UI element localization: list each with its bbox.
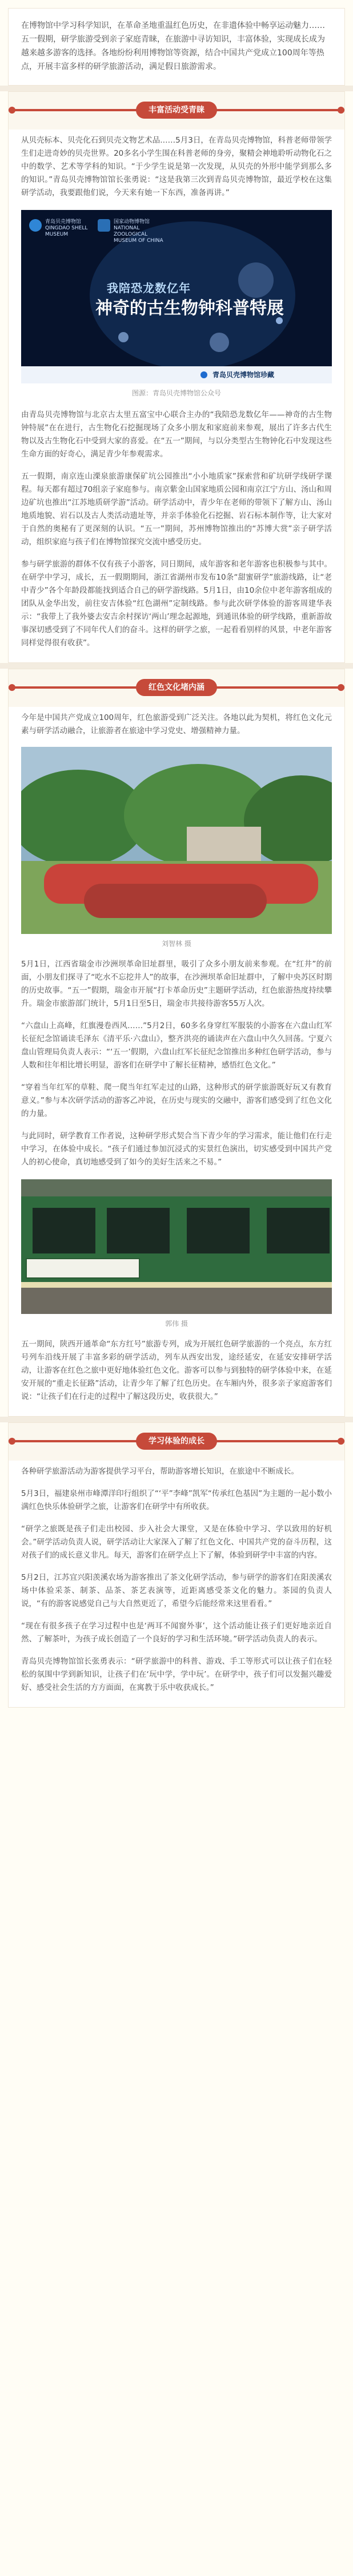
planet-icon <box>238 262 274 298</box>
divider <box>0 663 353 669</box>
paragraph: 5月1日，江西省瑞金市沙洲坝革命旧址群里，吸引了众多小朋友前来参观。在“红井”的前面，小朋友们探寻了“吃水不忘挖井人”的故事，在沙洲坝革命旧址群中，了解中央苏区时期的历史故事。“五一”假期，瑞金市开展“打卡革命历史”主题研学活动，红色旅游热度持续攀升。瑞金市旅游部门统计，5月1日至5日，瑞金市共接待游客55万人次。 <box>21 960 332 1008</box>
platform <box>21 1288 332 1314</box>
section-2-header <box>9 669 344 707</box>
poster-logos <box>29 216 324 244</box>
image-caption: 刘智林 摄 <box>162 940 191 948</box>
paragraph: 从贝壳标本、贝壳化石到贝壳文物艺术品……5月3日，在青岛贝壳博物馆，科普老师带领学生们走进奇妙的贝壳世界。20多名小学生围在科普老师的身旁，聚精会神地聆听动物化石之中的数学、艺术等学科的知识。“于少学生说是第一次发现，从贝壳的外形中能学到那么多的知识。”青岛贝壳博物馆馆长张勇说：“这是我第三次到青岛贝壳博物馆，最近学校在这集研学活动，我要跟他们说，今天来有她一下东西，准备再讲。” <box>21 136 332 197</box>
paragraph: 5月3日，福建泉州市峰潭洋印行组织了“‘平”李峰”凯军“传承红色基因”为主题的一起小数小满红色快乐体验研学之旅，让游客们在研学中有所收获。 <box>21 1489 332 1511</box>
planet-icon <box>210 333 229 352</box>
paragraph: 由青岛贝壳博物馆与北京古太里五富宝中心联合主办的“我陪恐龙数亿年——神奇的古生物钟特展”在在进行，古生物化石挖掘现场了众多小朋友和家庭前来参观，展出了许多古代生物以及古生物化石中受到大家的喜爱。在“五一”期间，与以分类型古生物钟化石中发现这些生命方面的好奇心，满足青少年参观需求。 <box>21 410 332 459</box>
section-1-header <box>9 92 344 130</box>
route-sign <box>26 1258 140 1279</box>
paragraph: 五一期间，陕西开通革命“东方红号”旅游专列，成为开展红色研学旅游的一个亮点，东方红号列车沿线开展了丰富多彩的研学活动，列车从西安出发，途经延安，在延安安排研学活动，让游客在红色之旅中更好地体验红色文化。游客可以参与到独特的研学体验中来，在延安开展的“重走长征路”活动，让青少年了解了红色历史。在车厢内外，很多亲子家庭游客们说：“让孩子们在行走的过程中了解这段历史，收获很大。” <box>21 1340 332 1401</box>
poster-footer <box>21 366 332 383</box>
divider <box>0 1417 353 1422</box>
paragraph: 青岛贝壳博物馆馆长张勇表示：“研学旅游中的科普、游戏、手工等形式可以让孩子们在轻松的氛围中学到新知识，让孩子们在‘玩中学，学中玩’。在研学中，孩子们可以发掘兴趣爱好、感受社会生活的方方面面，在寓教于乐中收获成长。” <box>21 1657 332 1692</box>
photo-train <box>21 1179 332 1314</box>
shell-museum-logo-icon <box>29 219 42 232</box>
photo-red-site <box>21 747 332 934</box>
train-window <box>107 1208 170 1253</box>
paragraph: 各种研学旅游活动为游客提供学习平台，帮助游客增长知识，在旅途中不断成长。 <box>21 1467 299 1476</box>
zoological-museum-logo-icon <box>98 219 110 232</box>
planet-icon <box>118 332 129 342</box>
section-3-header <box>9 1423 344 1461</box>
train-window <box>33 1208 95 1253</box>
image-caption: 郭伟 摄 <box>165 1320 188 1328</box>
poster-title: 神奇的古生物钟科普特展 <box>95 298 284 318</box>
train-roof <box>21 1179 332 1196</box>
exhibition-poster <box>21 210 332 383</box>
poster-subtitle: 我陪恐龙数亿年 <box>107 281 191 295</box>
section-3 <box>8 1422 345 1708</box>
logo-text: 青岛贝壳博物馆 QINGDAO SHELL MUSEUM <box>45 219 88 237</box>
image-caption: 图源：青岛贝壳博物馆公众号 <box>131 389 221 397</box>
section-1 <box>8 91 345 663</box>
poster-footer-text: 青岛贝壳博物馆珍藏 <box>212 371 275 379</box>
section-1-title: 丰富活动受青睐 <box>136 102 217 119</box>
train-window <box>267 1208 330 1253</box>
paragraph: “穿着当年红军的草鞋、爬一爬当年红军走过的山路，这种形式的研学旅游既好玩又有教育意义。”参与本次研学活动的游客乙冲说，在历史与现实的交融中，游客们感受到了红色文化的力量。 <box>21 1083 332 1118</box>
visitors-group <box>84 884 267 918</box>
paragraph: “现在有很多孩子在学习过程中也是‘两耳不闻窗外事’，这个活动能让孩子们更好地亲近自然、了解茶叶，为孩子成长创造了一个良好的学习和生活环境。”研学活动负责人的表示。 <box>21 1621 332 1644</box>
section-3-title: 学习体验的成长 <box>136 1433 217 1450</box>
museum-icon <box>200 371 207 378</box>
paragraph: 与此同时，研学教育工作者说，这种研学形式契合当下青少年的学习需求，能让他们在行走中学习，在体验中成长。“孩子们通过参加沉浸式的实景红色演出，切实感受到中国共产党人的初心使命，真切地感受到了如今的美好生活来之不易。” <box>21 1131 332 1167</box>
train-window <box>187 1208 250 1253</box>
paragraph: 今年是中国共产党成立100周年，红色旅游受到广泛关注。各地以此为契机，将红色文化元素与研学活动融合，让旅游者在旅途中学习党史、增强精神力量。 <box>21 713 332 735</box>
paragraph: 五一假期，南京连山溧泉旅游康保矿坑公园推出“小小地质家”探索营和矿坑研学线研学课程。每天都有超过70组亲子家庭参与。南京紫金山国家地质公园和南京江宁方山、汤山和周边矿坑也推出“江苏地质研学游”活动。研学活动中，青少年在老师的带领下了解方山、汤山地质地貌、岩石以及古人类活动遗址等，并亲手体验化石挖掘、岩石标本制作等，让大家对于自然的奥秘有了更深刻的认识。“五一”期间，苏州博物馆推出的“苏博大赏”亲子研学活动，组织家庭与孩子们在博物馆探究交流中感受历史。 <box>21 472 332 547</box>
logo-text: 国家动物博物馆 NATIONAL ZOOLOGICAL MUSEUM OF CHINA <box>114 219 163 244</box>
section-2-title: 红色文化堵内涵 <box>136 679 217 696</box>
intro-paragraph: 在博物馆中学习科学知识，在革命圣地重温红色历史，在非遗体验中畅享运动魅力……五一假期，研学旅游受到亲子家庭青睐，在旅游中寻访知识，丰富体验，实现成长成为越来越多游客的选择。各地纷纷利用博物馆等资源，结合中国共产党成立100周年等热点，开展丰富多样的研学旅游活动，满足假日旅游需求。 <box>21 21 325 71</box>
paragraph: 5月2日，江苏宜兴阳羡溪农场为游客推出了茶文化研学活动，参与研学的游客们在阳羡溪农场中体验采茶、制茶、品茶、茶艺表演等，近距离感受茶文化的魅力。茶园的负责人说，“有的游客说感觉自己与大自然更近了，希望今后能经常来这里看看。” <box>21 1573 332 1608</box>
train-stripe <box>21 1282 332 1288</box>
divider <box>0 86 353 91</box>
intro-card <box>8 8 345 86</box>
paragraph: “研学之旅既是孩子们走出校园、步入社会大课堂，又是在体验中学习、学以致用的好机会。”研学活动负责人说，研学活动让大家深入了解了红色文化、中国共产党的奋斗历程，这对孩子们的成长意义非凡。每天，游客们在研学点上下了解，体验到研学中丰富的内容。 <box>21 1524 332 1560</box>
paragraph: 参与研学旅游的群体不仅有孩子小游客，同日期间，成年游客和老年游客也积极参与其中。在研学中学习，成长，五一假期期间，浙江省湖州市发布10条“甜蜜研学”旅游线路，让“老中青少”各个年龄段都能找到适合自己的研学游线路。5月1日，由10余位中老年游客组成的团队从金华出发，前往安吉体验“红色湖州”定制线路。参与此次研学体验的游客周建华表示：“我带上了我外婆去安吉余村探访‘两山’理念起源地，到通讯体验的研学线路，重新游故事深切感受到了不同年代人们的奋斗。这样的研学之旅，一起看看别样的风景，中老年游客同样觉得很有收获”。 <box>21 560 332 648</box>
section-2 <box>8 669 345 1417</box>
paragraph: “六盘山上高峰，红旗漫卷西风……”5月2日，60多名身穿红军服装的小游客在六盘山红军长征纪念馆诵读毛泽东《清平乐·六盘山》，整齐洪亮的诵读声在六盘山中久久回荡。宁夏六盘山管理局负责人表示：“‘五一’假期，六盘山红军长征纪念馆推出多种红色研学活动，参与人数和往年相比增长明显，游客们在研学中了解长征精神，感悟红色文化。” <box>21 1021 332 1070</box>
